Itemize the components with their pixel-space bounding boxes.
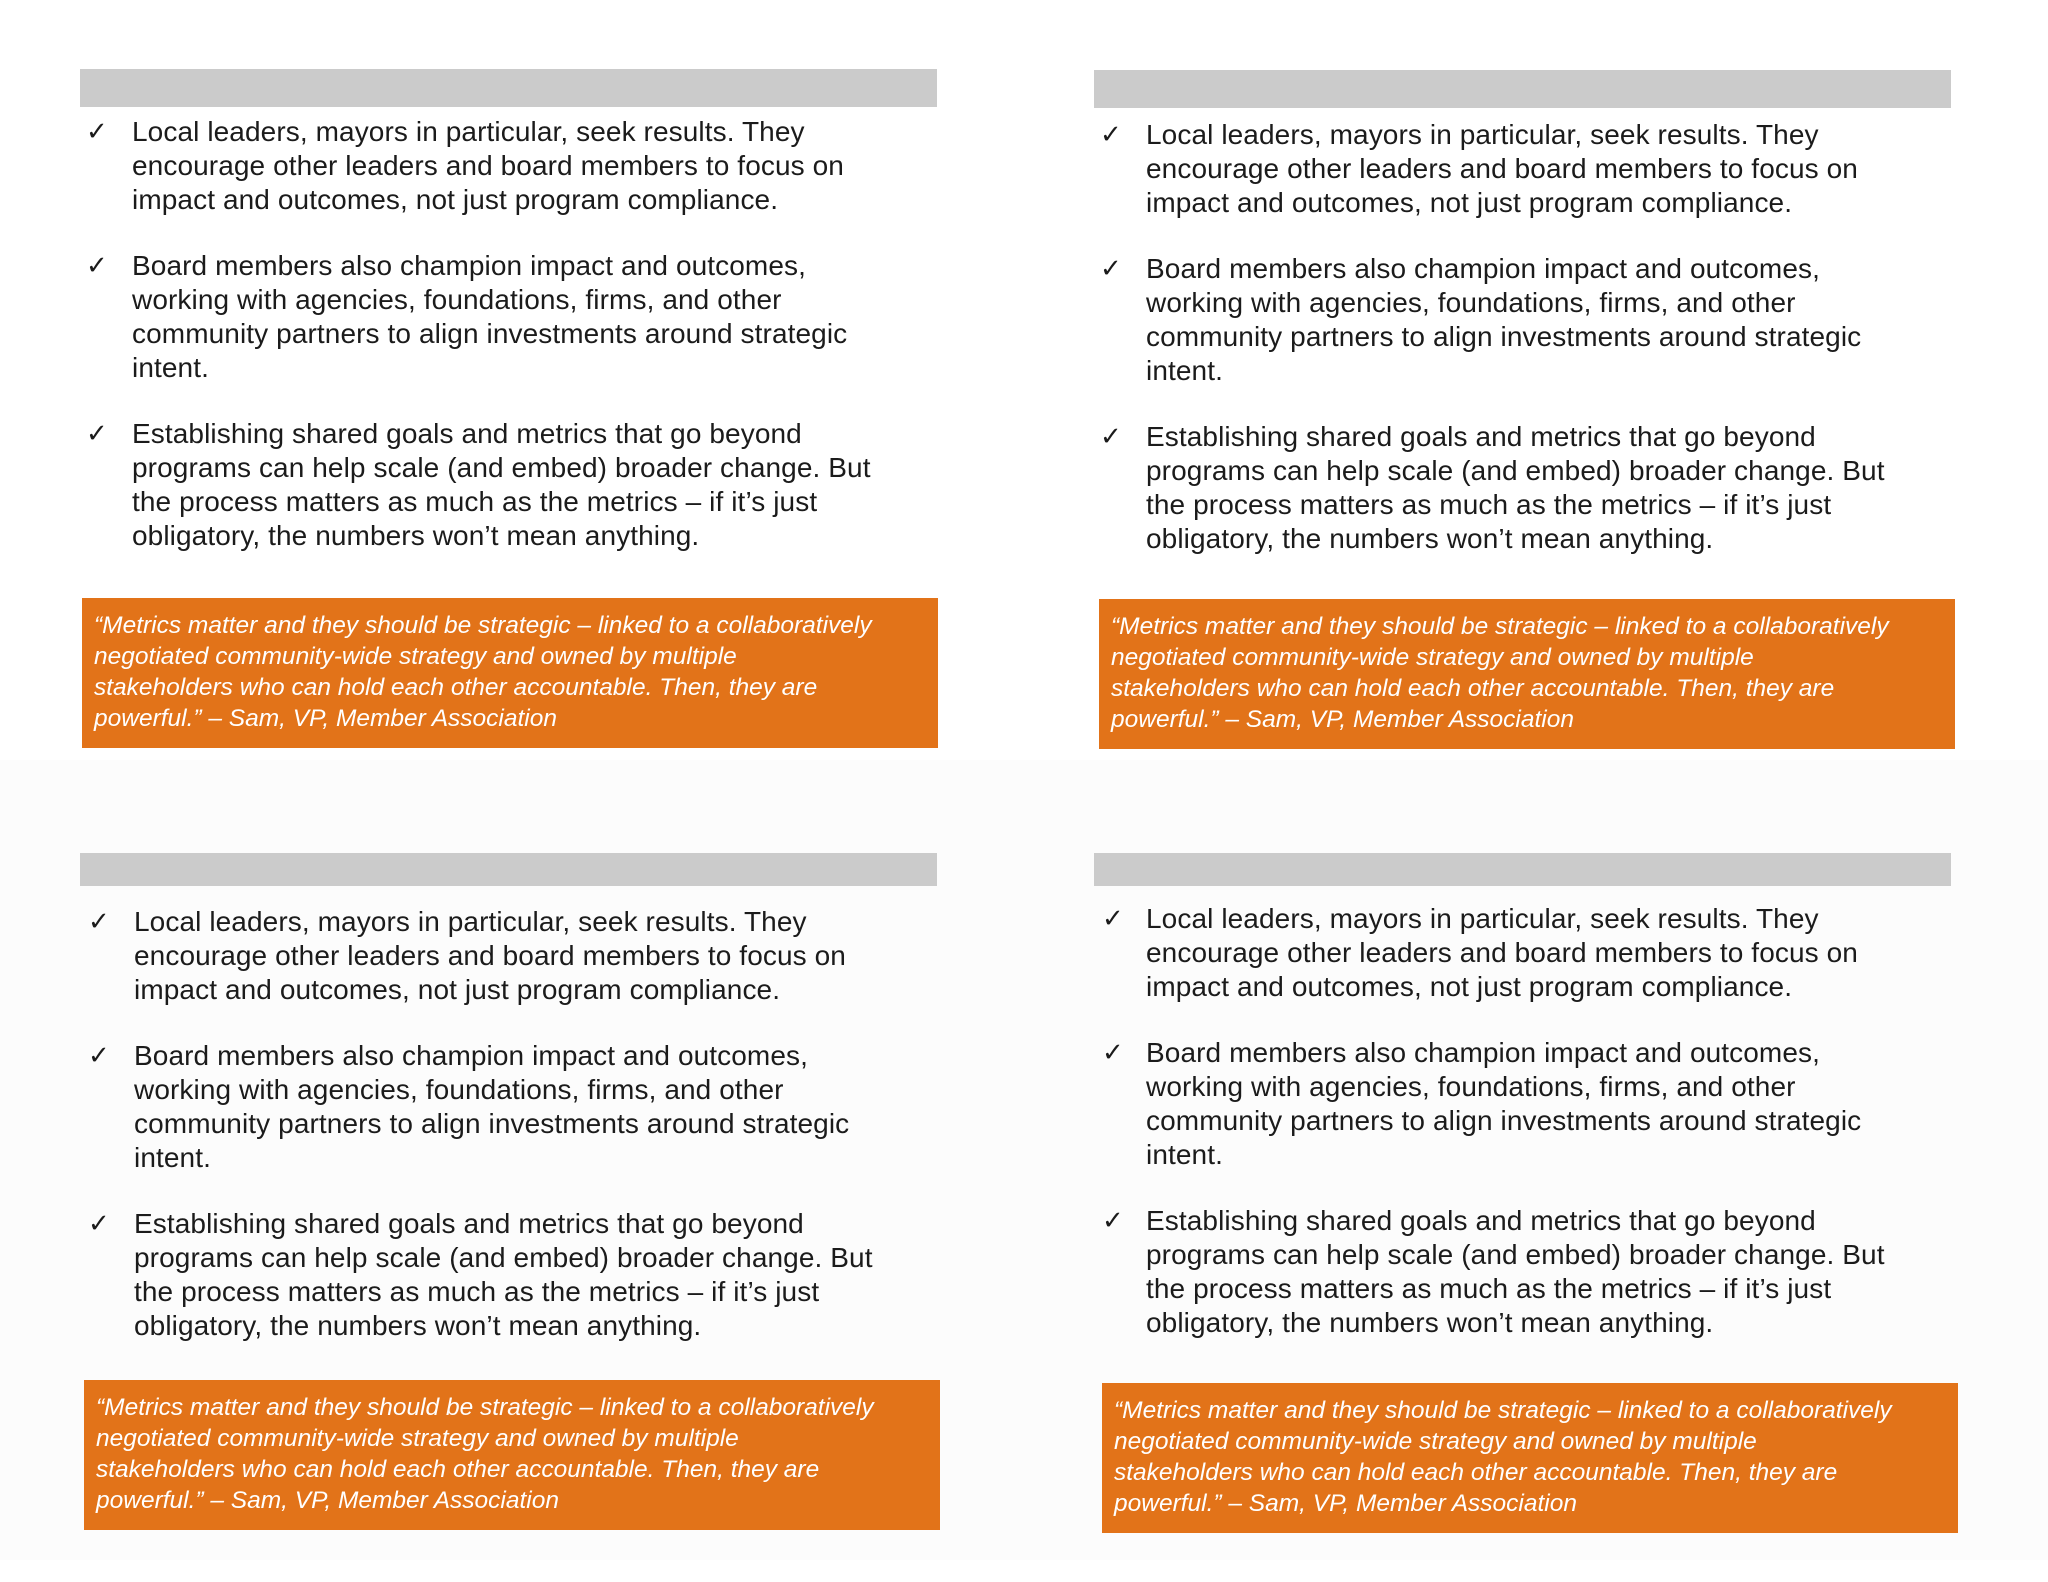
point-text: Establishing shared goals and metrics that go beyond programs can help scale (and embed) broader change. But the process matters as much as the metrics – if it’s just obligatory, the numbers won’t mean anything. <box>134 1208 873 1341</box>
quote-callout <box>1102 1383 1958 1533</box>
point-text: Establishing shared goals and metrics that go beyond programs can help scale (and embed) broader change. But the process matters as much as the metrics – if it’s just obligatory, the numbers won’t mean anything. <box>1146 421 1885 554</box>
checkmark-icon: ✓ <box>88 907 110 937</box>
card-bottom-left <box>80 853 940 1533</box>
point-text: Establishing shared goals and metrics that go beyond programs can help scale (and embed) broader change. But the process matters as much as the metrics – if it’s just obligatory, the numbers won’t mean anything. <box>132 418 871 551</box>
point-text: Local leaders, mayors in particular, seek results. They encourage other leaders and board members to focus on impact and outcomes, not just program compliance. <box>132 116 844 215</box>
bullet-list <box>80 115 940 585</box>
point-text: Local leaders, mayors in particular, seek results. They encourage other leaders and board members to focus on impact and outcomes, not just program compliance. <box>1146 119 1858 218</box>
point-text: Local leaders, mayors in particular, seek results. They encourage other leaders and board members to focus on impact and outcomes, not just program compliance. <box>134 906 846 1005</box>
checkmark-icon: ✓ <box>1100 254 1122 284</box>
checkmark-icon: ✓ <box>1100 120 1122 150</box>
list-item <box>80 905 940 1007</box>
quote-callout <box>1099 599 1955 749</box>
bullet-list <box>1094 118 1954 588</box>
quote-text: “Metrics matter and they should be strategic – linked to a collaboratively negotiated community-wide strategy and owned by multiple stakeholders who can hold each other accountable. Then, they are powerful.” – Sam, VP, Member Association <box>94 612 872 732</box>
card-header-bar <box>80 853 937 886</box>
checkmark-icon: ✓ <box>1100 422 1122 452</box>
list-item <box>1094 1204 1954 1340</box>
checkmark-icon: ✓ <box>1102 1206 1124 1236</box>
list-item <box>1094 1036 1954 1172</box>
point-text: Local leaders, mayors in particular, seek results. They encourage other leaders and board members to focus on impact and outcomes, not just program compliance. <box>1146 903 1858 1002</box>
list-item <box>1094 420 1954 556</box>
list-item <box>1094 252 1954 388</box>
point-text: Board members also champion impact and outcomes, working with agencies, foundations, firms, and other community partners to align investments around strategic intent. <box>1146 253 1862 386</box>
checkmark-icon: ✓ <box>1102 1038 1124 1068</box>
quote-callout <box>84 1380 940 1530</box>
point-text: Board members also champion impact and outcomes, working with agencies, foundations, firms, and other community partners to align investments around strategic intent. <box>134 1040 850 1173</box>
card-header-bar <box>1094 853 1951 886</box>
list-item <box>80 1207 940 1343</box>
list-item <box>1094 118 1954 220</box>
list-item <box>80 417 940 553</box>
quote-text: “Metrics matter and they should be strategic – linked to a collaboratively negotiated community-wide strategy and owned by multiple stakeholders who can hold each other accountable. Then, they are powerful.” – Sam, VP, Member Association <box>1111 613 1889 733</box>
bullet-list <box>1094 902 1954 1372</box>
point-text: Board members also champion impact and outcomes, working with agencies, foundations, firms, and other community partners to align investments around strategic intent. <box>132 250 848 383</box>
checkmark-icon: ✓ <box>86 117 108 147</box>
point-text: Establishing shared goals and metrics that go beyond programs can help scale (and embed) broader change. But the process matters as much as the metrics – if it’s just obligatory, the numbers won’t mean anything. <box>1146 1205 1885 1338</box>
checkmark-icon: ✓ <box>86 419 108 449</box>
checkmark-icon: ✓ <box>88 1209 110 1239</box>
quote-text: “Metrics matter and they should be strategic – linked to a collaboratively negotiated community-wide strategy and owned by multiple stakeholders who can hold each other accountable. Then, they are powerful.” – Sam, VP, Member Association <box>96 1394 874 1514</box>
card-bottom-right <box>1094 853 1954 1533</box>
point-text: Board members also champion impact and outcomes, working with agencies, foundations, firms, and other community partners to align investments around strategic intent. <box>1146 1037 1862 1170</box>
card-header-bar <box>1094 70 1951 108</box>
list-item <box>1094 902 1954 1004</box>
card-top-left <box>80 69 940 749</box>
bullet-list <box>80 905 940 1375</box>
quote-text: “Metrics matter and they should be strategic – linked to a collaboratively negotiated community-wide strategy and owned by multiple stakeholders who can hold each other accountable. Then, they are powerful.” – Sam, VP, Member Association <box>1114 1397 1892 1517</box>
checkmark-icon: ✓ <box>86 251 108 281</box>
card-header-bar <box>80 69 937 107</box>
list-item <box>80 249 940 385</box>
card-top-right <box>1094 70 1954 750</box>
list-item <box>80 1039 940 1175</box>
checkmark-icon: ✓ <box>88 1041 110 1071</box>
quote-callout <box>82 598 938 748</box>
list-item <box>80 115 940 217</box>
checkmark-icon: ✓ <box>1102 904 1124 934</box>
